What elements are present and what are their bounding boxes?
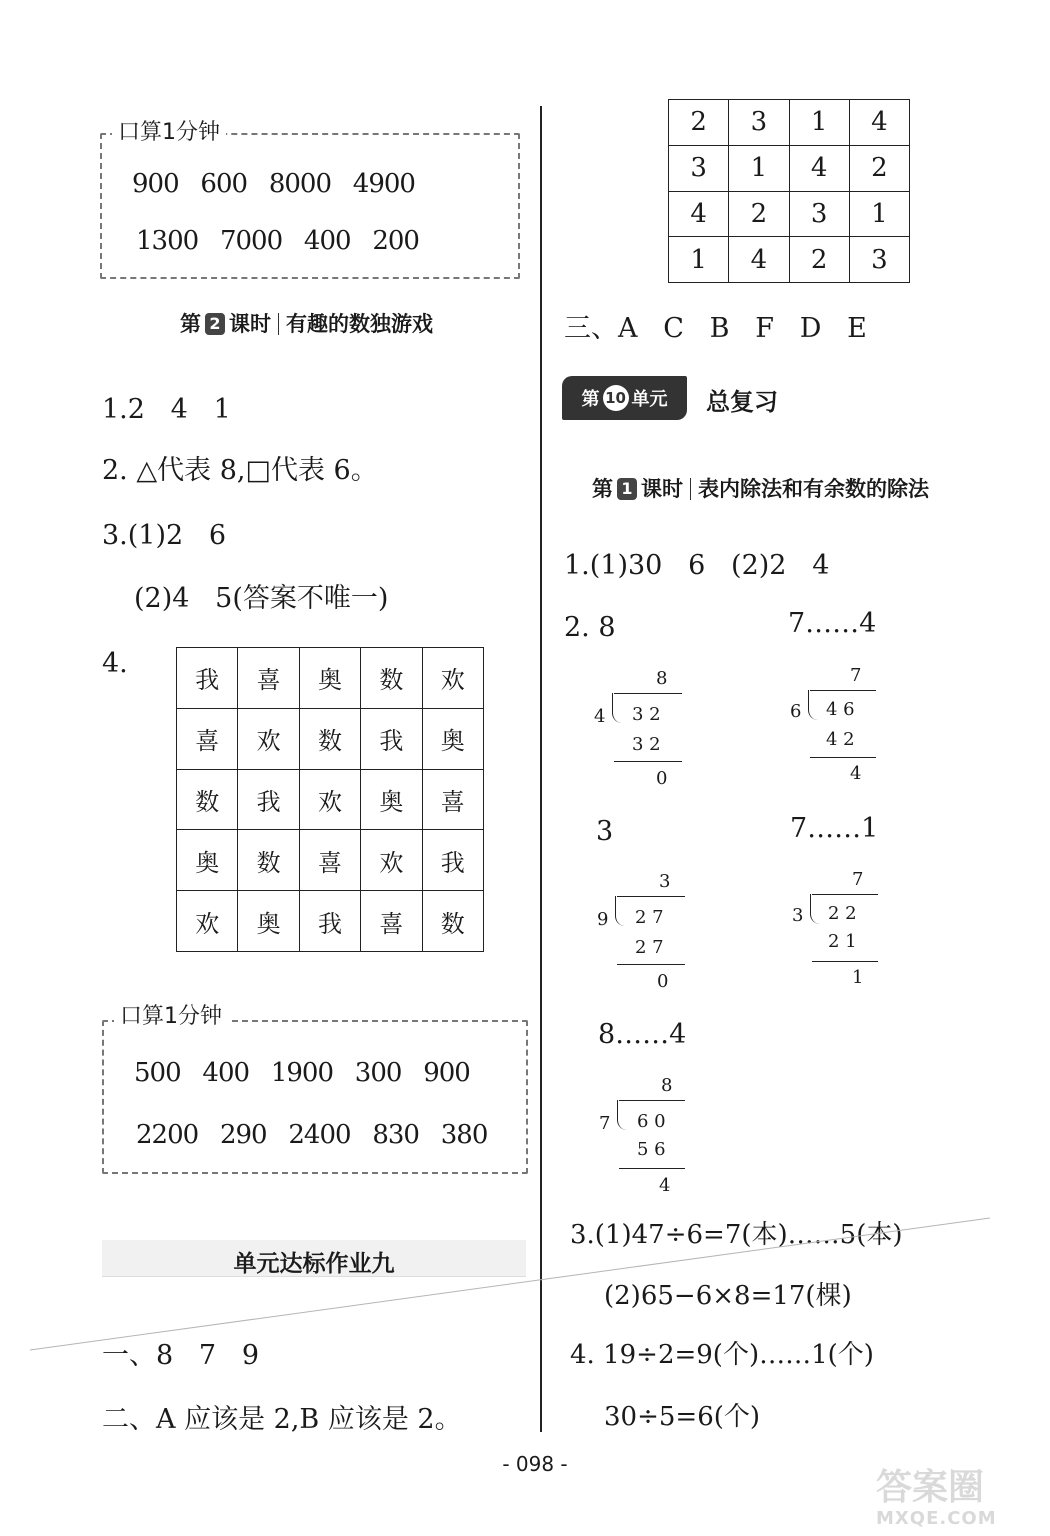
grid-cell: 我 [361,708,422,769]
divisor: 6 [790,701,802,722]
grid-cell: 1 [789,100,849,146]
lesson-suffix: 课时 [641,476,683,501]
review-answer-2-label: 2. 8 [564,612,616,643]
grid-cell: 2 [849,145,909,191]
watermark-logo [876,1468,1046,1532]
review-answer-2-result-3: 7……1 [790,813,879,844]
review-answer-2-result-4: 8……4 [598,1019,687,1050]
mental-math-row-2: 1300 7000 400 200 [136,226,419,256]
mental-math-title-1: 口算1分钟 [112,122,226,144]
dividend: 4 6 [826,699,855,720]
grid-cell: 1 [729,145,789,191]
lesson-suffix: 课时 [229,311,271,336]
dividend: 3 2 [632,704,661,725]
review-answer-3-2: (2)65−6×8=17(棵) [604,1281,852,1311]
grid-cell: 喜 [177,708,238,769]
grid-cell: 欢 [238,708,299,769]
subtrahend: 3 2 [632,734,661,755]
grid-cell: 奥 [361,769,422,830]
remainder: 4 [850,763,862,784]
grid-cell: 3 [669,145,729,191]
grid-cell: 我 [238,769,299,830]
remainder: 1 [852,967,864,988]
lesson-title: 有趣的数独游戏 [286,311,433,336]
subtrahend: 2 7 [635,937,664,958]
grid-cell: 3 [789,191,849,237]
lesson-title: 表内除法和有余数的除法 [698,476,929,501]
grid-cell: 3 [849,237,909,283]
grid-cell: 1 [669,237,729,283]
grid-cell: 4 [789,145,849,191]
remainder: 0 [657,971,669,992]
grid-cell: 2 [669,100,729,146]
answer-3b: (2)4 5(答案不唯一) [134,583,389,614]
subtrahend: 5 6 [637,1139,666,1160]
lesson-prefix: 第 [180,311,201,336]
grid-cell: 2 [789,237,849,283]
watermark-text: 答案圈 [876,1467,985,1508]
test-answer-1: 一、8 7 9 [102,1340,260,1371]
lesson-number: 1 [617,478,637,500]
unit-test-title: 单元达标作业九 [233,1251,395,1277]
grid-cell: 欢 [361,830,422,891]
divisor: 9 [597,909,609,930]
review-answer-1: 1.(1)30 6 (2)2 4 [564,550,830,581]
test-answer-2: 二、A 应该是 2,B 应该是 2。 [102,1404,462,1435]
quotient: 3 [659,871,671,892]
quotient: 8 [656,668,668,689]
grid-cell: 奥 [422,708,483,769]
grid-cell: 奥 [299,648,360,709]
unit-number: 10 [603,385,629,411]
unit-prefix: 第 [581,389,600,410]
grid-cell: 奥 [177,830,238,891]
quotient: 7 [850,665,862,686]
subtrahend: 2 1 [828,931,857,952]
grid-cell: 喜 [422,769,483,830]
watermark-url: MXQE.COM [876,1507,997,1529]
review-answer-2-result-1: 7……4 [788,608,877,639]
divisor: 7 [599,1113,611,1134]
answer-1: 1.2 4 1 [102,394,231,425]
dividend: 2 2 [828,903,857,924]
grid-cell: 数 [361,648,422,709]
grid-cell: 4 [729,237,789,283]
grid-cell: 4 [849,100,909,146]
quotient: 8 [661,1075,673,1096]
grid-cell: 1 [849,191,909,237]
remainder: 4 [659,1175,671,1196]
page-number: - 098 - [502,1452,568,1476]
grid-cell: 数 [238,830,299,891]
grid-cell: 2 [729,191,789,237]
grid-cell: 奥 [238,891,299,952]
grid-cell: 我 [299,891,360,952]
unit-title: 总复习 [706,388,778,416]
answer-2: 2. △代表 8,□代表 6。 [102,455,378,486]
review-answer-3-1: 3.(1)47÷6=7(本)……5(本) [570,1220,903,1250]
quotient: 7 [852,869,864,890]
grid-cell: 4 [669,191,729,237]
dividend: 6 0 [637,1111,666,1132]
mental-math-row-4: 2200 290 2400 830 380 [136,1120,488,1150]
grid-cell: 我 [422,830,483,891]
divisor: 4 [594,706,606,727]
mental-math-row-3: 500 400 1900 300 900 [134,1058,470,1088]
grid-cell: 喜 [299,830,360,891]
review-answer-2-result-2: 3 [596,816,614,847]
remainder: 0 [656,768,668,789]
grid-cell: 数 [299,708,360,769]
grid-cell: 欢 [299,769,360,830]
divisor: 3 [792,905,804,926]
answer-3a: 3.(1)2 6 [102,520,227,551]
mental-math-row-1: 900 600 8000 4900 [132,169,415,199]
dividend: 2 7 [635,907,664,928]
grid-cell: 我 [177,648,238,709]
grid-cell: 3 [729,100,789,146]
lesson-number: 2 [205,313,225,335]
review-answer-4-2: 30÷5=6(个) [604,1402,761,1432]
grid-cell: 数 [422,891,483,952]
unit-suffix: 单元 [631,389,668,410]
mental-math-title-2: 口算1分钟 [114,1006,228,1028]
answer-three: 三、A C B F D E [564,313,867,344]
subtrahend: 4 2 [826,729,855,750]
lesson-prefix: 第 [592,476,613,501]
review-answer-4-1: 4. 19÷2=9(个)……1(个) [570,1340,874,1370]
grid-cell: 喜 [238,648,299,709]
answer-4: 4. [102,648,128,679]
grid-cell: 数 [177,769,238,830]
grid-cell: 欢 [177,891,238,952]
grid-cell: 喜 [361,891,422,952]
grid-cell: 欢 [422,648,483,709]
